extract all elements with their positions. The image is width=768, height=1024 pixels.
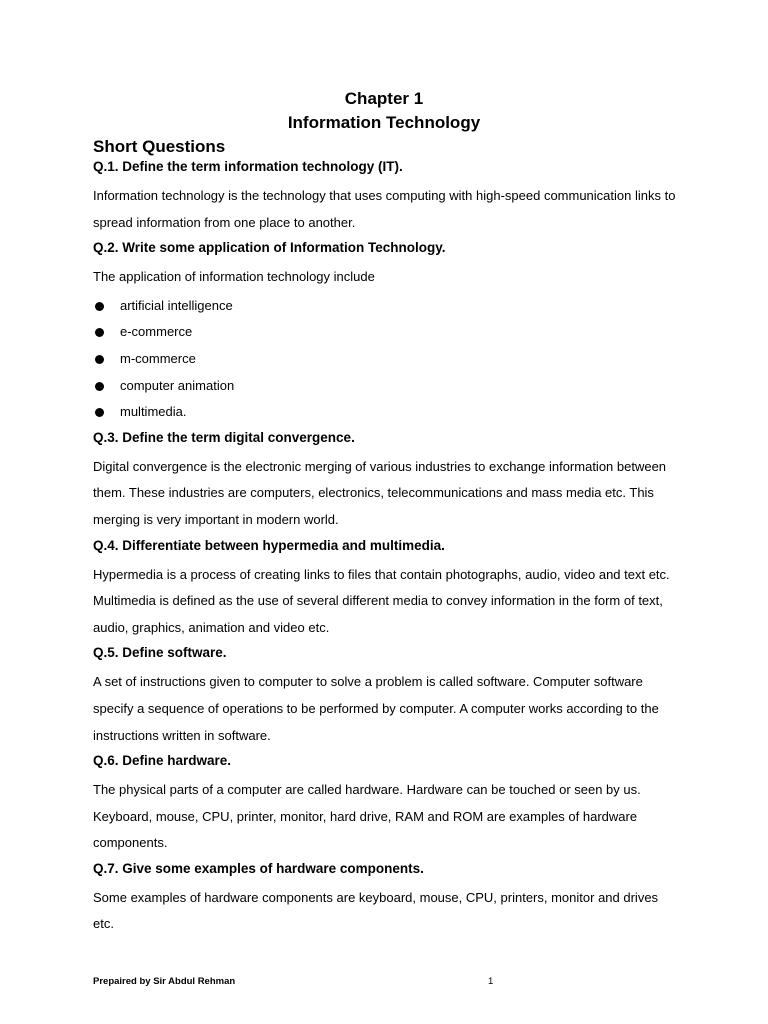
question-block-1 [93,157,693,236]
question-heading: Q.2. Write some application of Information Technology. [93,240,446,256]
question-block-2 [93,238,693,426]
list-item [93,293,693,320]
answer-text: The physical parts of a computer are called hardware. Hardware can be touched or seen by us. Keyboard, mouse, CPU, printer, monitor, hard drive, RAM and ROM are examples of hardware components. [93,782,641,851]
list-item [93,399,693,426]
bullet-icon [95,302,104,311]
question-block-5 [93,643,693,749]
question-heading: Q.7. Give some examples of hardware components. [93,860,424,876]
application-list [93,293,693,426]
bullet-icon [95,328,104,337]
list-item-text: e-commerce [120,324,193,340]
question-block-6 [93,751,693,857]
chapter-title: Information Technology [287,113,481,132]
footer-author: Prepaired by Sir Abdul Rehman [93,976,236,987]
list-item-text: multimedia. [120,404,187,420]
question-heading: Q.4. Differentiate between hypermedia and multimedia. [93,537,445,553]
question-heading: Q.1. Define the term information technology (IT). [93,159,403,174]
list-item [93,319,693,346]
question-block-7 [93,859,693,938]
question-list [93,157,693,940]
answer-text: Hypermedia is a process of creating links to files that contain photographs, audio, video and text etc. Multimedia is defined as the use of several different media to convey information in the form of text, audio, graphics, animation and video etc. [93,566,670,635]
list-item [93,373,693,400]
bullet-icon [95,355,104,364]
list-item-text: artificial intelligence [120,297,233,313]
chapter-number: Chapter 1 [344,89,424,108]
section-heading: Short Questions [93,137,226,156]
question-heading: Q.5. Define software. [93,645,227,661]
bullet-icon [95,408,104,417]
question-heading: Q.3. Define the term digital convergence. [93,429,355,445]
answer-text: A set of instructions given to computer to solve a problem is called software. Computer software specify a sequence of operations to be performed by computer. A computer works according to the instructions written in software. [93,674,659,743]
answer-text: Information technology is the technology that uses computing with high-speed communication links to spread information from one place to another. [93,188,676,230]
page-number: 1 [488,976,494,987]
answer-text: Some examples of hardware components are keyboard, mouse, CPU, printers, monitor and drives etc. [93,889,659,932]
list-item-text: computer animation [120,377,235,393]
question-block-3 [93,428,693,534]
question-block-4 [93,536,693,642]
answer-text: The application of information technology include [93,269,375,285]
list-item [93,346,693,373]
bullet-icon [95,382,104,391]
question-heading: Q.6. Define hardware. [93,753,232,769]
answer-text: Digital convergence is the electronic merging of various industries to exchange information between them. These industries are computers, electronics, telecommunications and mass media etc. This merging is very important in modern world. [93,458,667,527]
list-item-text: m-commerce [120,350,196,366]
